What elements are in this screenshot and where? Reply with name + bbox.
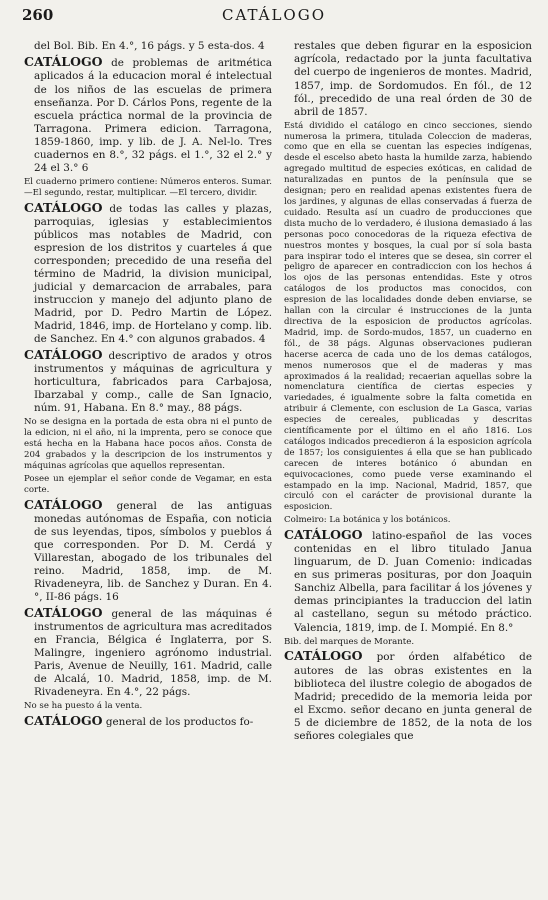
entry-heading: CATÁLOGO bbox=[24, 605, 103, 621]
entry-continuation: del Bol. Bib. En 4.°, 16 págs. y 5 esta-dos. 4 bbox=[34, 40, 265, 53]
catalog-entry bbox=[24, 348, 272, 415]
catalog-entry bbox=[24, 201, 272, 347]
page-number: 260 bbox=[22, 6, 54, 24]
catalog-entry bbox=[284, 528, 532, 634]
entry-heading: CATÁLOGO bbox=[284, 648, 363, 664]
catalog-entry bbox=[24, 55, 272, 174]
entry-text: de todas las calles y plazas, parroquias, iglesias y establecimientos públicos mas notables de Madrid, con espresion de los distritos y cuarteles á que corresponden; precedido de una reseña del término de Madrid, la division municipal, judicial y demarcacion de arrabales, para instruccion y manejo del adjunto plano de Madrid, por D. Pedro Martin de López. Madrid, 1846, imp. de Hortelano y comp. lib. de Sanchez. En 4.° con algunos grabados. 4 bbox=[34, 202, 272, 346]
left-column bbox=[24, 30, 272, 731]
entry-text: general de las antiguas monedas autónomas de España, con noticia de sus leyendas, tipos, símbolos y pueblos á que corresponden. Por D. M. Cerdá y Villarestan, abogado de los tribunales del reino. Madrid, 1858, imp. de M. Rivadeneyra, lib. de Sanchez y Duran. En 4.°, II-86 págs. 16 bbox=[34, 499, 272, 604]
entry-text: descriptivo de arados y otros instrumentos y máquinas de agricultura y horticultura, fabricados para Carbajosa, Ibarzabal y comp., calle de San Ignacio, núm. 91, Habana. En 8.° may., 88 págs. bbox=[34, 350, 272, 415]
entry-text: general de las máquinas é instrumentos de agricultura mas acreditados en Francia, Bélgica é Inglaterra, por S. Malingre, ingeniero agrónomo industrial. Paris, Avenue de Neuilly, 161. Madrid, calle de Alcalá, 10. Madrid, 1858, imp. de M. Rivadeneyra. En 4.°, 22 págs. bbox=[34, 608, 272, 699]
entry-continuation: restales que deben figurar en la esposicion agrícola, redactado por la junta facultativa del cuerpo de ingenieros de montes. Madrid, 1857, imp. de Sordomudos. En fól., de 12 fól., precedido de una real órden de 30 de abril de 1857. bbox=[294, 40, 532, 118]
catalog-entry bbox=[24, 498, 272, 604]
entry-note: No se ha puesto á la venta. bbox=[24, 701, 143, 712]
entry-note: Posee un ejemplar el señor conde de Vegamar, en esta corte. bbox=[24, 473, 272, 495]
catalog-entry bbox=[24, 714, 272, 729]
entry-text: por órden alfabético de autores de las obras existentes en la biblioteca del ilustre colegio de abogados de Madrid; precedido de la memoria leida por el Excmo. señor decano en junta general de 5 de diciembre de 1852, de la nota de los señores colegiales que bbox=[294, 651, 532, 742]
entry-note: El cuaderno primero contiene: Números enteros. Sumar.—El segundo, restar, multiplicar. —El tercero, dividir. bbox=[24, 176, 272, 198]
entry-note: No se designa en la portada de esta obra ni el punto de la edicion, ni el año, ni la imprenta, pero se conoce que está hecha en la Habana hace pocos años. Consta de 204 grabados y la descripcion de los instrumentos y máquinas agrícolas que aquellos representan. bbox=[24, 417, 272, 472]
entry-text: general de los productos fo- bbox=[102, 716, 254, 729]
entry-heading: CATÁLOGO bbox=[284, 527, 363, 543]
catalog-entry bbox=[24, 606, 272, 699]
entry-text: latino-español de las voces contenidas en el libro titulado Janua linguarum, de D. Juan Comenio: indicadas en sus primeras posituras, por don Joaquin Sanchiz Albella, para facilitar á los jóvenes y demas principiantes la traduccion del latin al castellano, segun su método práctico. Valencia, 1819, imp. de I. Mompié. En 8.° bbox=[294, 530, 532, 634]
entry-note: Está dividido el catálogo en cinco secciones, siendo numerosa la primera, titulada Coleccion de maderas, como que en ella se cuentan las especies indígenas, desde el escelso abeto hasta la humilde zarza, habiendo agregado multitud de especies exóticas, en calidad de naturalizadas en puntos de la península que se designan; pero en realidad apenas existentes fuera de los jardines, y algunas de ellas conservadas á fuerza de cuidado. Resulta así un cuadro de producciones que dista mucho de lo verdadero, é ilusiona demasiado á las personas poco conocedoras de la riqueza efectiva de nuestros montes y bosques, la cual por sí sola basta para inspirar todo el interes que se desea, sin correr el peligro de aparecer en contradiccion con los hechos á los ojos de las personas entendidas. Este y otros catálogos de los productos mas conocidos, con espresion de las localidades donde deben enviarse, se hallan con la circular é instrucciones de la junta directiva de la esposicion de productos agrícolas. Madrid, imp. de Sordo-mudos, 1857, un cuaderno en fól., de 38 págs. Algunas observaciones pudieran hacerse acerca de cada uno de los demas catálogos, menos numerosos que el de maderas y mas aproximados á la realidad; recaerian aquellas sobre la nomenclatura científica de ciertas especies y variedades, é igualmente sobre la falta cometida en atribuir á Clemente, con esclusion de La Gasca, varias especies de cereales, publicadas y descritas científicamente por el último en el año 1816. Los catálogos indicados precedieron á la esposicion agrícola de 1857; los consiguientes á ella que se han publicado carecen de interes botánico ó abundan en equivocaciones, como puede verse examinando el estampado en la imp. Nacional, Madrid, 1857, que circuló con el carácter de provisional durante la esposicion. bbox=[284, 120, 532, 513]
catalog-entry bbox=[284, 649, 532, 742]
right-column bbox=[284, 30, 532, 745]
entry-text: de problemas de aritmética aplicados á la educacion moral é intelectual de los niños de las escuelas de primera enseñanza. Por D. Cárlos Pons, regente de la escuela práctica normal de la provincia de Tarragona. Primera edicion. Tarragona, 1859-1860, imp. y lib. de J. A. Nel-lo. Tres cuadernos en 8.°, 32 págs. el 1.°, 32 el 2.° y 24 el 3.° 6 bbox=[34, 57, 272, 174]
entry-heading: CATÁLOGO bbox=[24, 347, 103, 363]
entry-heading: CATÁLOGO bbox=[24, 54, 103, 70]
entry-heading: CATÁLOGO bbox=[24, 199, 103, 215]
running-head: CATÁLOGO bbox=[221, 6, 327, 24]
entry-note: Bib. del marques de Morante. bbox=[284, 636, 415, 647]
entry-heading: CATÁLOGO bbox=[24, 713, 103, 729]
entry-heading: CATÁLOGO bbox=[24, 496, 103, 512]
page-header bbox=[22, 6, 526, 28]
entry-note: Colmeiro: La botánica y los botánicos. bbox=[284, 515, 451, 526]
